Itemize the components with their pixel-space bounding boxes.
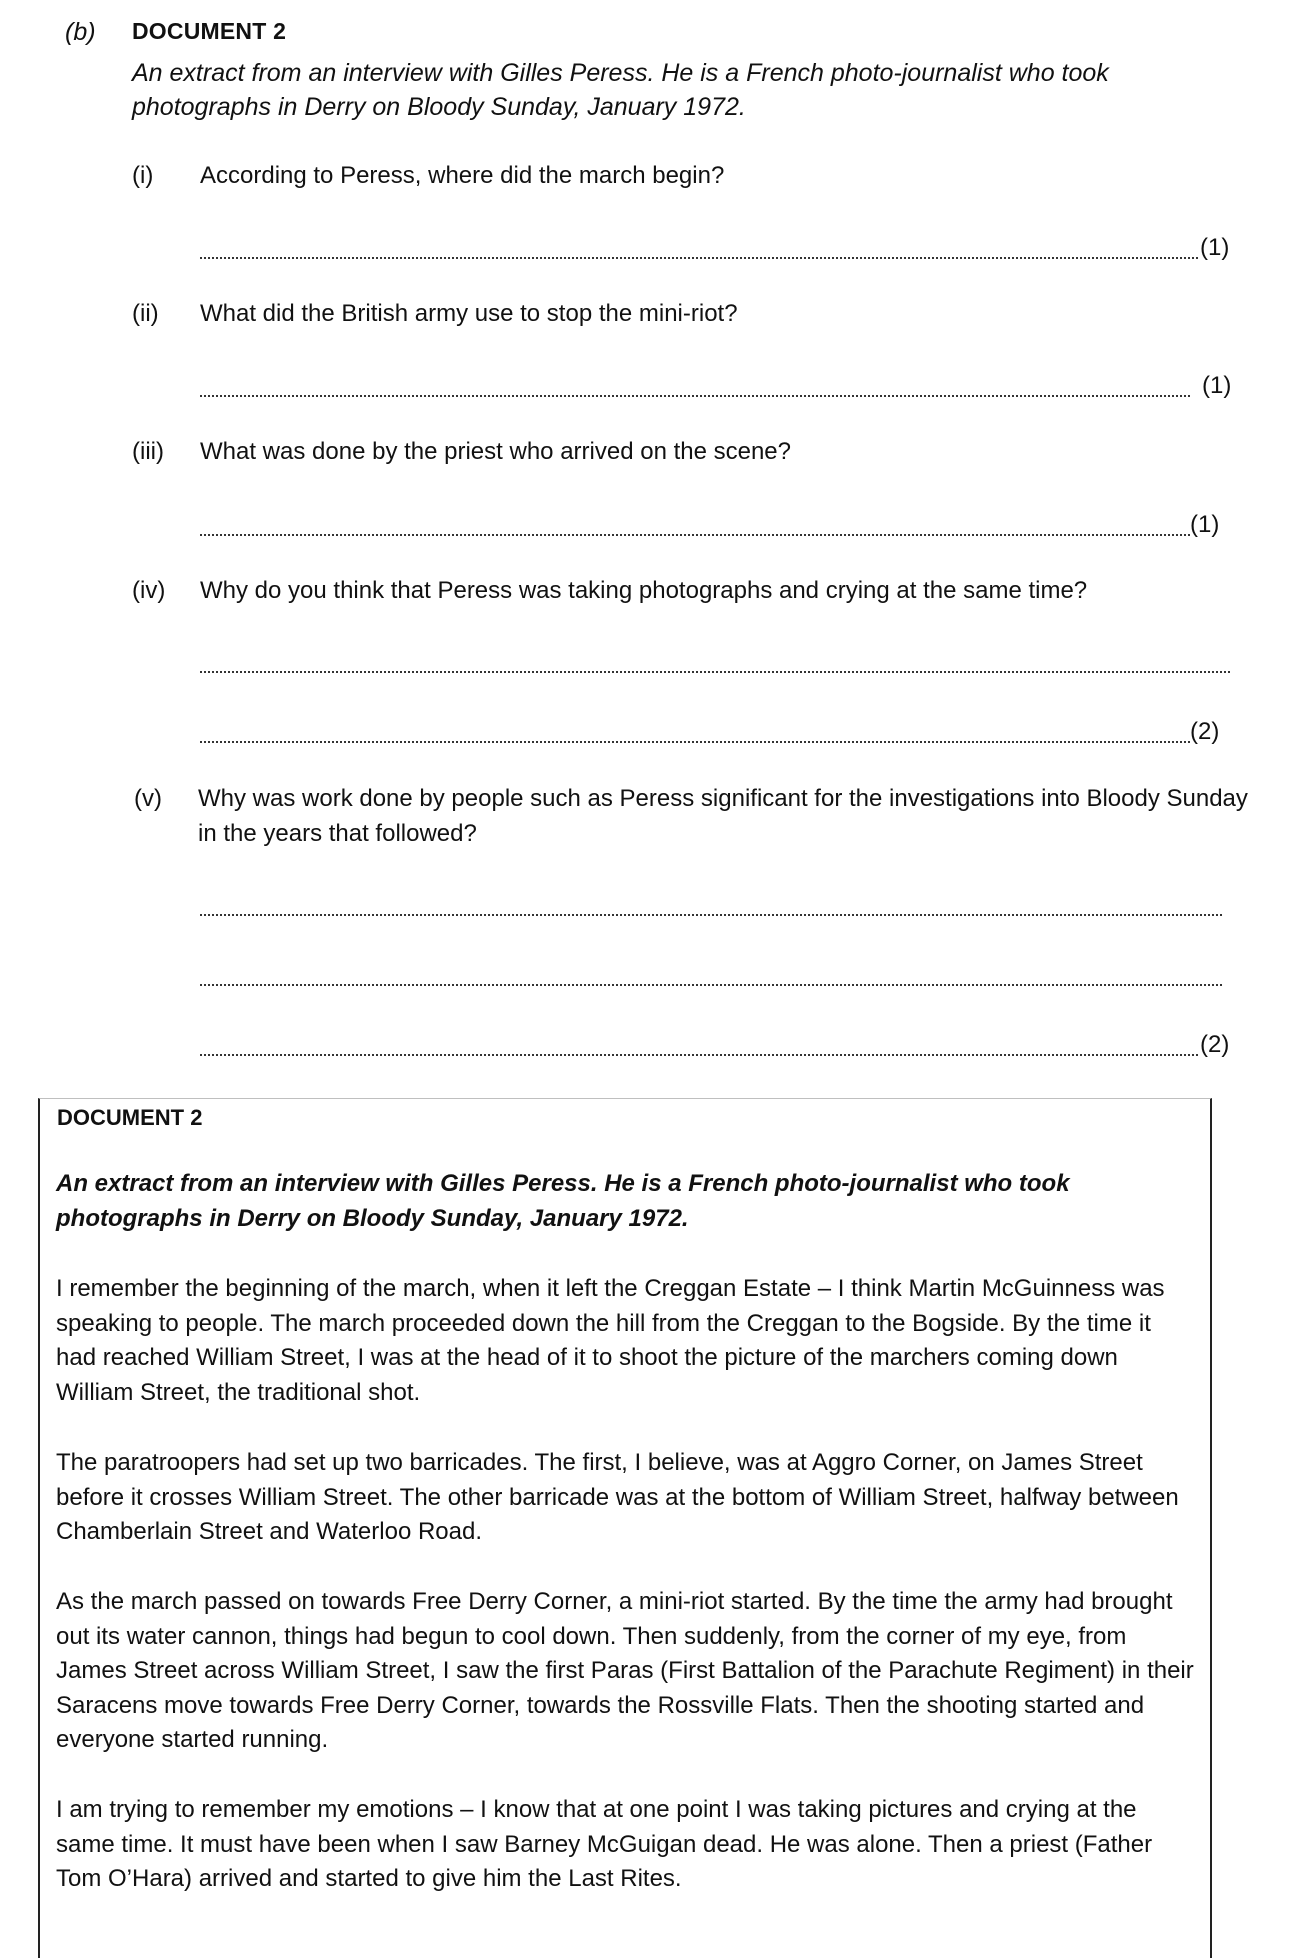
question-mark: (1) [1190, 511, 1220, 538]
question-text: Why do you think that Peress was taking photographs and crying at the same time? [200, 577, 1088, 604]
question-text: What was done by the priest who arrived on the scene? [200, 438, 791, 465]
answer-line[interactable] [200, 532, 1190, 536]
section-label: (b) [65, 18, 96, 46]
question-mark: (2) [1200, 1031, 1230, 1058]
document-intro: An extract from an interview with Gilles Peress. He is a French photo-journalist who took photographs in Derry on Bloody Sunday, January 1972. [132, 59, 1109, 121]
answer-line[interactable] [200, 393, 1190, 397]
question-number: (ii) [132, 300, 159, 327]
answer-line[interactable] [200, 982, 1222, 986]
answer-line[interactable] [200, 1052, 1198, 1056]
answer-line[interactable] [200, 255, 1198, 259]
question-text: According to Peress, where did the march begin? [200, 162, 725, 189]
source-paragraph: I remember the beginning of the march, when it left the Creggan Estate – I think Martin McGuinness was speaking to people. The march proceeded down the hill from the Creggan to the Bogside. By the time it had reached William Street, I was at the head of it to shoot the picture of the marchers coming down William Street, the traditional shot. [56, 1275, 1165, 1406]
answer-line[interactable] [200, 912, 1222, 916]
source-paragraph: As the march passed on towards Free Derry Corner, a mini-riot started. By the time the army had brought out its water cannon, things had begun to cool down. Then suddenly, from the corner of my eye, from James Street across William Street, I saw the first Paras (First Battalion of the Parachute Regiment) in their Saracens move towards Free Derry Corner, towards the Rossville Flats. Then the shooting started and everyone started running. [56, 1588, 1194, 1753]
answer-line[interactable] [200, 669, 1230, 673]
question-text: Why was work done by people such as Peress significant for the investigations into Bloody Sunday in the years that followed? [198, 785, 1248, 847]
source-paragraph: The paratroopers had set up two barricades. The first, I believe, was at Aggro Corner, on James Street before it crosses William Street. The other barricade was at the bottom of William Street, halfway between Chamberlain Street and Waterloo Road. [56, 1449, 1179, 1545]
source-title: DOCUMENT 2 [57, 1105, 203, 1130]
source-paragraph: I am trying to remember my emotions – I know that at one point I was taking pictures and crying at the same time. It must have been when I saw Barney McGuigan dead. He was alone. Then a priest (Father Tom O’Hara) arrived and started to give him the Last Rites. [56, 1796, 1153, 1892]
question-text: What did the British army use to stop the mini-riot? [200, 300, 738, 327]
question-number: (iv) [132, 577, 166, 604]
question-number: (iii) [132, 438, 164, 465]
question-mark: (1) [1202, 372, 1232, 399]
question-mark: (1) [1200, 234, 1230, 261]
question-mark: (2) [1190, 718, 1220, 745]
source-intro: An extract from an interview with Gilles Peress. He is a French photo-journalist who took photographs in Derry on Bloody Sunday, January 1972. [56, 1170, 1070, 1232]
document-title: DOCUMENT 2 [132, 18, 287, 44]
question-number: (i) [132, 162, 154, 189]
question-number: (v) [134, 785, 162, 812]
answer-line[interactable] [200, 739, 1190, 743]
